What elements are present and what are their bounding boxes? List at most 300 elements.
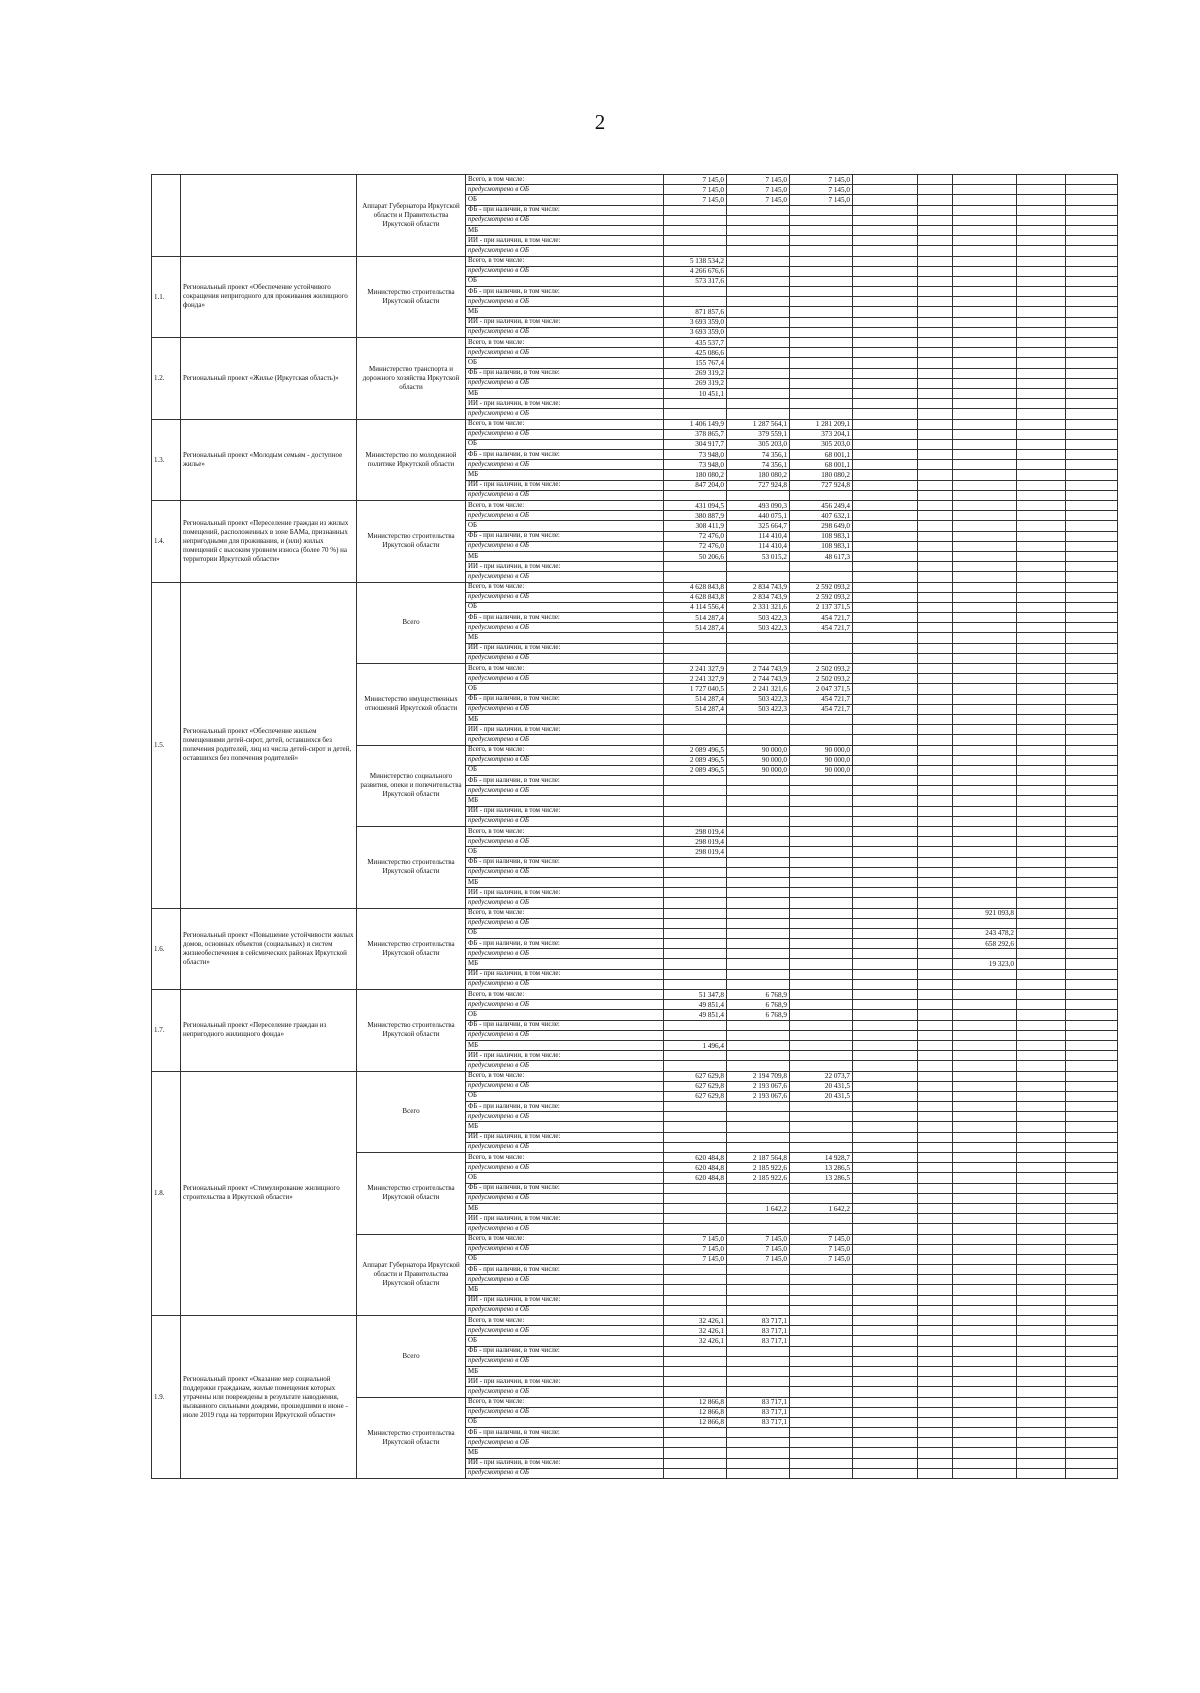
amount-cell — [1017, 348, 1066, 358]
amount-cell — [1017, 246, 1066, 256]
amount-cell — [953, 1000, 1017, 1010]
amount-cell — [953, 796, 1017, 806]
amount-cell — [953, 297, 1017, 307]
amount-cell: 114 410,4 — [727, 531, 790, 541]
amount-cell — [953, 1387, 1017, 1397]
amount-cell — [953, 460, 1017, 470]
amount-cell: 269 319,2 — [664, 368, 727, 378]
empty-cell — [853, 1428, 918, 1438]
empty-cell — [1066, 1102, 1118, 1112]
amount-cell — [790, 368, 853, 378]
amount-cell — [1017, 969, 1066, 979]
amount-cell — [664, 1346, 727, 1356]
empty-cell — [853, 714, 918, 724]
empty-cell — [853, 765, 918, 775]
amount-cell: 627 629,8 — [664, 1091, 727, 1101]
amount-cell — [953, 664, 1017, 674]
amount-cell: 1 496,4 — [664, 1040, 727, 1050]
empty-cell — [853, 979, 918, 989]
empty-cell — [1066, 1030, 1118, 1040]
amount-cell — [953, 378, 1017, 388]
empty-cell — [853, 1407, 918, 1417]
empty-cell — [918, 1458, 953, 1468]
amount-cell — [1017, 694, 1066, 704]
amount-cell: 435 537,7 — [664, 338, 727, 348]
amount-cell: 90 000,0 — [790, 745, 853, 755]
amount-cell — [1017, 959, 1066, 969]
empty-cell — [1066, 877, 1118, 887]
amount-cell — [790, 653, 853, 663]
amount-cell: 2 047 371,5 — [790, 684, 853, 694]
amount-cell — [1017, 368, 1066, 378]
amount-cell: 7 145,0 — [664, 1244, 727, 1254]
empty-cell — [853, 1142, 918, 1152]
amount-cell — [953, 1183, 1017, 1193]
amount-cell — [727, 1030, 790, 1040]
amount-cell — [790, 1193, 853, 1203]
funding-source: предусмотрено в ОБ — [466, 1356, 664, 1366]
empty-cell — [853, 460, 918, 470]
amount-cell — [1017, 1244, 1066, 1254]
empty-cell — [853, 429, 918, 439]
amount-cell: 32 426,1 — [664, 1336, 727, 1346]
amount-cell — [1017, 602, 1066, 612]
responsible-executor: Министерство строительства Иркутской области — [357, 827, 466, 909]
amount-cell: 12 866,8 — [664, 1397, 727, 1407]
amount-cell — [790, 287, 853, 297]
funding-source: ОБ — [466, 358, 664, 368]
amount-cell — [664, 1203, 727, 1213]
amount-cell — [790, 827, 853, 837]
amount-cell — [664, 633, 727, 643]
amount-cell: 2 193 067,6 — [727, 1091, 790, 1101]
empty-cell — [918, 276, 953, 286]
amount-cell — [664, 888, 727, 898]
amount-cell — [953, 1458, 1017, 1468]
empty-cell — [853, 582, 918, 592]
funding-source: предусмотрено в ОБ — [466, 735, 664, 745]
amount-cell — [953, 307, 1017, 317]
funding-source: ФБ - при наличии, в том числе: — [466, 694, 664, 704]
empty-cell — [853, 480, 918, 490]
amount-cell — [664, 1448, 727, 1458]
funding-source: Всего, в том числе: — [466, 745, 664, 755]
empty-cell — [1066, 837, 1118, 847]
funding-source: ИИ - при наличии, в том числе: — [466, 1051, 664, 1061]
amount-cell: 22 073,7 — [790, 1071, 853, 1081]
amount-cell — [953, 1081, 1017, 1091]
empty-cell — [918, 1081, 953, 1091]
funding-source: предусмотрено в ОБ — [466, 348, 664, 358]
amount-cell: 620 484,8 — [664, 1173, 727, 1183]
item-number: 1.6. — [152, 908, 181, 990]
empty-cell — [853, 297, 918, 307]
empty-cell — [853, 674, 918, 684]
funding-source: ОБ — [466, 765, 664, 775]
amount-cell — [664, 1377, 727, 1387]
amount-cell — [664, 1224, 727, 1234]
empty-cell — [853, 256, 918, 266]
amount-cell — [790, 399, 853, 409]
funding-source: предусмотрено в ОБ — [466, 1061, 664, 1071]
empty-cell — [853, 888, 918, 898]
amount-cell — [1017, 256, 1066, 266]
empty-cell — [1066, 1173, 1118, 1183]
amount-cell — [953, 1010, 1017, 1020]
amount-cell: 7 145,0 — [727, 1244, 790, 1254]
empty-cell — [918, 1397, 953, 1407]
empty-cell — [918, 1163, 953, 1173]
empty-cell — [853, 521, 918, 531]
empty-cell — [1066, 429, 1118, 439]
empty-cell — [853, 1040, 918, 1050]
amount-cell: 12 866,8 — [664, 1407, 727, 1417]
amount-cell — [953, 949, 1017, 959]
amount-cell — [790, 857, 853, 867]
amount-cell: 658 292,6 — [953, 939, 1017, 949]
funding-source: ОБ — [466, 684, 664, 694]
empty-cell — [918, 225, 953, 235]
amount-cell — [664, 725, 727, 735]
empty-cell — [918, 307, 953, 317]
amount-cell — [953, 735, 1017, 745]
table-row — [152, 419, 1118, 429]
empty-cell — [918, 236, 953, 246]
empty-cell — [1066, 1387, 1118, 1397]
empty-cell — [853, 205, 918, 215]
amount-cell — [953, 694, 1017, 704]
table-row — [152, 175, 1118, 185]
amount-cell — [1017, 287, 1066, 297]
item-number: 1.3. — [152, 419, 181, 501]
funding-source: предусмотрено в ОБ — [466, 816, 664, 826]
responsible-executor: Аппарат Губернатора Иркутской области и Правительства Иркутской области — [357, 175, 466, 257]
amount-cell: 7 145,0 — [727, 175, 790, 185]
amount-cell: 2 592 093,2 — [790, 592, 853, 602]
amount-cell — [1017, 307, 1066, 317]
amount-cell: 2 185 922,6 — [727, 1173, 790, 1183]
amount-cell: 503 422,3 — [727, 704, 790, 714]
empty-cell — [853, 511, 918, 521]
empty-cell — [918, 439, 953, 449]
amount-cell — [1017, 1417, 1066, 1427]
empty-cell — [918, 1224, 953, 1234]
amount-cell: 180 080,2 — [790, 470, 853, 480]
funding-source: ФБ - при наличии, в том числе: — [466, 857, 664, 867]
amount-cell — [1017, 1458, 1066, 1468]
funding-source: Всего, в том числе: — [466, 827, 664, 837]
funding-source: предусмотрено в ОБ — [466, 297, 664, 307]
amount-cell: 50 206,6 — [664, 551, 727, 561]
amount-cell — [790, 877, 853, 887]
amount-cell: 180 080,2 — [727, 470, 790, 480]
empty-cell — [918, 1122, 953, 1132]
amount-cell — [727, 1142, 790, 1152]
empty-cell — [853, 470, 918, 480]
amount-cell: 20 431,5 — [790, 1091, 853, 1101]
amount-cell — [953, 327, 1017, 337]
empty-cell — [1066, 979, 1118, 989]
amount-cell — [953, 470, 1017, 480]
amount-cell — [953, 684, 1017, 694]
funding-source: Всего, в том числе: — [466, 1234, 664, 1244]
amount-cell — [953, 1112, 1017, 1122]
empty-cell — [853, 551, 918, 561]
amount-cell — [790, 949, 853, 959]
amount-cell: 2 592 093,2 — [790, 582, 853, 592]
funding-source: ФБ - при наличии, в том числе: — [466, 205, 664, 215]
amount-cell — [790, 1448, 853, 1458]
amount-cell — [790, 1407, 853, 1417]
amount-cell — [727, 796, 790, 806]
amount-cell — [1017, 429, 1066, 439]
amount-cell — [1017, 266, 1066, 276]
funding-source: ИИ - при наличии, в том числе: — [466, 1377, 664, 1387]
empty-cell — [1066, 939, 1118, 949]
amount-cell — [727, 297, 790, 307]
empty-cell — [1066, 735, 1118, 745]
amount-cell — [1017, 409, 1066, 419]
amount-cell — [664, 806, 727, 816]
empty-cell — [918, 806, 953, 816]
empty-cell — [853, 704, 918, 714]
amount-cell — [664, 562, 727, 572]
empty-cell — [1066, 450, 1118, 460]
amount-cell — [664, 490, 727, 500]
empty-cell — [918, 847, 953, 857]
amount-cell — [1017, 1061, 1066, 1071]
amount-cell — [790, 205, 853, 215]
empty-cell — [918, 877, 953, 887]
funding-source: ФБ - при наличии, в том числе: — [466, 1102, 664, 1112]
amount-cell — [1017, 562, 1066, 572]
empty-cell — [918, 888, 953, 898]
amount-cell: 7 145,0 — [727, 1254, 790, 1264]
amount-cell: 298 019,4 — [664, 827, 727, 837]
empty-cell — [918, 1020, 953, 1030]
empty-cell — [1066, 378, 1118, 388]
amount-cell: 1 287 564,1 — [727, 419, 790, 429]
amount-cell — [953, 399, 1017, 409]
amount-cell — [953, 1468, 1017, 1478]
amount-cell — [664, 643, 727, 653]
empty-cell — [853, 1326, 918, 1336]
amount-cell — [790, 225, 853, 235]
empty-cell — [918, 1254, 953, 1264]
amount-cell — [664, 409, 727, 419]
amount-cell — [664, 1102, 727, 1112]
amount-cell — [1017, 1275, 1066, 1285]
amount-cell: 2 193 067,6 — [727, 1081, 790, 1091]
empty-cell — [853, 1285, 918, 1295]
amount-cell — [790, 1183, 853, 1193]
table-row — [152, 908, 1118, 918]
amount-cell: 32 426,1 — [664, 1316, 727, 1326]
empty-cell — [918, 745, 953, 755]
amount-cell — [1017, 623, 1066, 633]
empty-cell — [853, 1163, 918, 1173]
amount-cell — [790, 990, 853, 1000]
amount-cell — [1017, 990, 1066, 1000]
empty-cell — [853, 276, 918, 286]
project-name: Региональный проект «Повышение устойчивости жилых домов, основных объектов (социальных) и систем жизнеобеспечения в сейсмических районах Иркутской области» — [181, 908, 357, 990]
empty-cell — [853, 1102, 918, 1112]
funding-source: МБ — [466, 633, 664, 643]
empty-cell — [918, 990, 953, 1000]
amount-cell — [1017, 1214, 1066, 1224]
amount-cell — [727, 1040, 790, 1050]
amount-cell — [727, 847, 790, 857]
amount-cell — [664, 969, 727, 979]
funding-source: предусмотрено в ОБ — [466, 460, 664, 470]
amount-cell — [727, 1132, 790, 1142]
amount-cell — [790, 1428, 853, 1438]
empty-cell — [918, 388, 953, 398]
amount-cell — [1017, 745, 1066, 755]
amount-cell — [1017, 450, 1066, 460]
amount-cell: 10 451,1 — [664, 388, 727, 398]
empty-cell — [853, 1275, 918, 1285]
amount-cell — [664, 399, 727, 409]
empty-cell — [853, 215, 918, 225]
empty-cell — [1066, 256, 1118, 266]
empty-cell — [1066, 602, 1118, 612]
empty-cell — [918, 175, 953, 185]
empty-cell — [1066, 990, 1118, 1000]
empty-cell — [1066, 1193, 1118, 1203]
empty-cell — [918, 1377, 953, 1387]
amount-cell — [953, 602, 1017, 612]
amount-cell — [790, 735, 853, 745]
amount-cell: 431 094,5 — [664, 501, 727, 511]
empty-cell — [1066, 1305, 1118, 1315]
empty-cell — [1066, 1336, 1118, 1346]
amount-cell — [790, 806, 853, 816]
amount-cell — [790, 246, 853, 256]
empty-cell — [918, 297, 953, 307]
amount-cell — [790, 388, 853, 398]
empty-cell — [853, 1448, 918, 1458]
amount-cell: 72 476,0 — [664, 531, 727, 541]
amount-cell — [1017, 1356, 1066, 1366]
empty-cell — [853, 1234, 918, 1244]
amount-cell: 620 484,8 — [664, 1163, 727, 1173]
amount-cell — [1017, 1193, 1066, 1203]
amount-cell — [727, 1265, 790, 1275]
amount-cell — [953, 745, 1017, 755]
empty-cell — [918, 195, 953, 205]
amount-cell — [727, 1112, 790, 1122]
amount-cell — [664, 786, 727, 796]
amount-cell — [790, 1030, 853, 1040]
amount-cell — [1017, 1071, 1066, 1081]
empty-cell — [853, 368, 918, 378]
amount-cell: 14 928,7 — [790, 1153, 853, 1163]
empty-cell — [853, 969, 918, 979]
amount-cell — [1017, 1102, 1066, 1112]
funding-source: предусмотрено в ОБ — [466, 949, 664, 959]
amount-cell — [953, 1040, 1017, 1050]
empty-cell — [853, 266, 918, 276]
amount-cell: 74 356,1 — [727, 460, 790, 470]
empty-cell — [853, 1061, 918, 1071]
empty-cell — [1066, 664, 1118, 674]
amount-cell — [790, 796, 853, 806]
empty-cell — [1066, 562, 1118, 572]
amount-cell: 921 093,8 — [953, 908, 1017, 918]
empty-cell — [1066, 1081, 1118, 1091]
empty-cell — [1066, 786, 1118, 796]
responsible-executor: Министерство транспорта и дорожного хозяйства Иркутской области — [357, 338, 466, 420]
empty-cell — [918, 816, 953, 826]
responsible-executor: Министерство строительства Иркутской области — [357, 1153, 466, 1235]
funding-source: ОБ — [466, 195, 664, 205]
funding-source: предусмотрено в ОБ — [466, 1112, 664, 1122]
amount-cell — [727, 1305, 790, 1315]
funding-source: ОБ — [466, 276, 664, 286]
amount-cell — [727, 1438, 790, 1448]
amount-cell — [1017, 898, 1066, 908]
amount-cell — [1017, 674, 1066, 684]
amount-cell — [953, 1254, 1017, 1264]
empty-cell — [1066, 1448, 1118, 1458]
empty-cell — [918, 827, 953, 837]
empty-cell — [853, 939, 918, 949]
empty-cell — [853, 1336, 918, 1346]
amount-cell — [664, 1122, 727, 1132]
amount-cell — [1017, 185, 1066, 195]
amount-cell — [727, 409, 790, 419]
empty-cell — [853, 776, 918, 786]
empty-cell — [918, 755, 953, 765]
empty-cell — [1066, 1010, 1118, 1020]
amount-cell — [790, 1417, 853, 1427]
amount-cell — [790, 317, 853, 327]
funding-source: предусмотрено в ОБ — [466, 429, 664, 439]
amount-cell: 90 000,0 — [790, 755, 853, 765]
amount-cell — [1017, 806, 1066, 816]
amount-cell — [953, 979, 1017, 989]
amount-cell — [953, 266, 1017, 276]
empty-cell — [853, 1203, 918, 1213]
empty-cell — [1066, 236, 1118, 246]
funding-source: ОБ — [466, 847, 664, 857]
empty-cell — [853, 501, 918, 511]
amount-cell — [1017, 501, 1066, 511]
empty-cell — [918, 613, 953, 623]
amount-cell — [790, 776, 853, 786]
amount-cell — [953, 1091, 1017, 1101]
amount-cell — [727, 1193, 790, 1203]
amount-cell — [664, 1183, 727, 1193]
amount-cell — [1017, 297, 1066, 307]
funding-source: предусмотрено в ОБ — [466, 185, 664, 195]
amount-cell — [664, 297, 727, 307]
amount-cell — [727, 1356, 790, 1366]
empty-cell — [853, 1010, 918, 1020]
responsible-executor: Министерство строительства Иркутской области — [357, 501, 466, 583]
empty-cell — [1066, 1468, 1118, 1478]
amount-cell — [790, 348, 853, 358]
amount-cell — [664, 1387, 727, 1397]
empty-cell — [918, 1275, 953, 1285]
amount-cell — [727, 735, 790, 745]
empty-cell — [1066, 297, 1118, 307]
amount-cell — [790, 236, 853, 246]
empty-cell — [1066, 776, 1118, 786]
amount-cell — [1017, 1020, 1066, 1030]
project-name: Региональный проект «Стимулирование жилищного строительства в Иркутской области» — [181, 1071, 357, 1316]
